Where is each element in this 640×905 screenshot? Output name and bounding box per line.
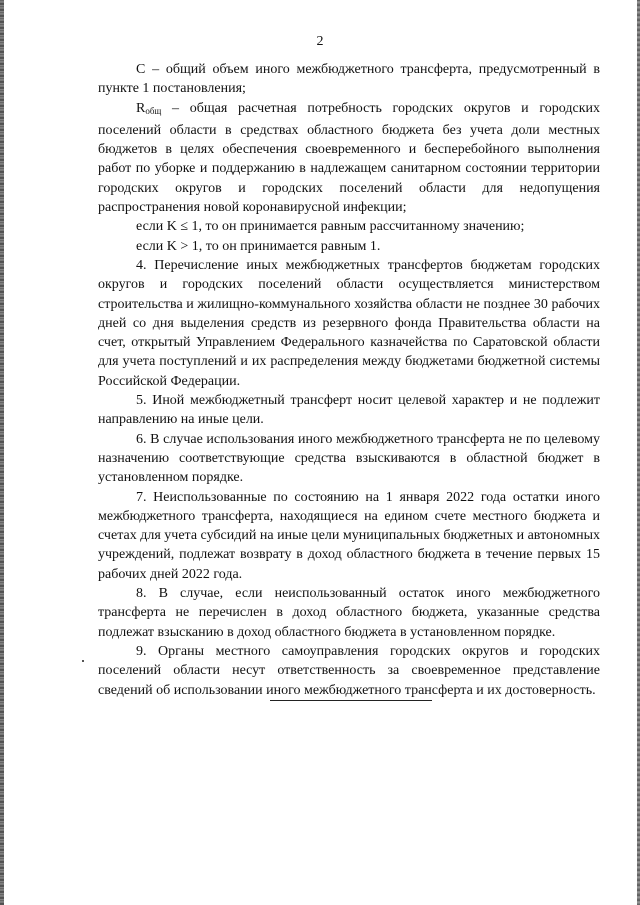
r-symbol: R <box>136 100 146 116</box>
r-subscript: общ <box>145 105 162 116</box>
scan-speck <box>82 660 84 662</box>
page-number: 2 <box>316 34 324 49</box>
closing-separator-line <box>270 700 432 701</box>
paragraph-k-le-1: если K ≤ 1, то он принимается равным рассчитанному значению; <box>136 219 525 235</box>
scan-edge-left <box>0 0 4 905</box>
paragraph-item-8: 8. В случае, если неиспользованный остаток иного межбюджетного трансферта не перечислен в доход областного бюджета, указанные средства подлежат взысканию в доход областного бюджета в установленном порядке. <box>98 586 600 640</box>
paragraph-k-gt-1: если K > 1, то он принимается равным 1. <box>136 238 381 254</box>
paragraph-r-definition <box>98 99 600 218</box>
r-definition-text: – общая расчетная потребность городских округов и городских поселений области в средствах областного бюджета без учета доли местных бюджетов в целях обеспечения своевременного и бесперебойного выполнения работ по уборке и поддержанию в надлежащем санитарном состоянии территории городских округов и городских поселений области для недопущения распространения новой коронавирусной инфекции; <box>98 100 600 216</box>
paragraph-item-9: 9. Органы местного самоуправления городских округов и городских поселений области несут ответственность за своевременное представление сведений об использовании иного межбюджетного трансферта и их достоверность. <box>98 643 600 698</box>
paragraph-item-5: 5. Иной межбюджетный трансферт носит целевой характер и не подлежит направлению на иные цели. <box>98 393 600 428</box>
paragraph-item-7: 7. Неиспользованные по состоянию на 1 января 2022 года остатки иного межбюджетного трансферта, находящиеся на едином счете местного бюджета и счетах для учета субсидий на иные цели муниципальных бюджетных и автономных учреждений, подлежат возврату в доход областного бюджета в течение первых 15 рабочих дней 2022 года. <box>98 489 600 582</box>
paragraph-item-4: 4. Перечисление иных межбюджетных трансфертов бюджетам городских округов и городских поселений области осуществляется министерством строительства и жилищно-коммунального хозяйства области не позднее 30 рабочих дней со дня выделения средств из резервного фонда Правительства области на счет, открытый Управлением Федерального казначейства по Саратовской области для учета поступлений и их распределения между бюджетами бюджетной системы Российской Федерации. <box>98 257 600 389</box>
document-body <box>98 60 600 700</box>
paragraph-c-definition: С – общий объем иного межбюджетного трансферта, предусмотренный в пункте 1 постановления; <box>98 62 600 97</box>
paragraph-item-6: 6. В случае использования иного межбюджетного трансферта не по целевому назначению соответствующие средства взыскиваются в областной бюджет в установленном порядке. <box>98 431 600 486</box>
